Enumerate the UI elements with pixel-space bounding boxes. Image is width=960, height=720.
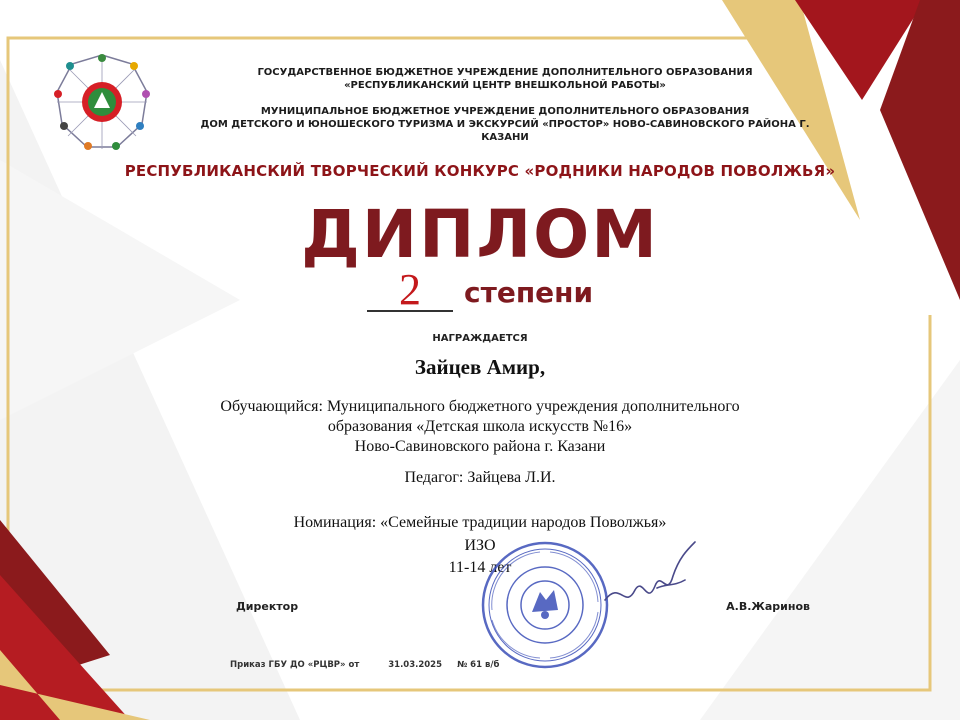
- org2-line1: МУНИЦИПАЛЬНОЕ БЮДЖЕТНОЕ УЧРЕЖДЕНИЕ ДОПОЛНИТЕЛЬНОГО ОБРАЗОВАНИЯ: [260, 106, 750, 117]
- age-line: 11-14 лет: [448, 559, 512, 576]
- degree-number: 2: [399, 265, 421, 314]
- order-line: [230, 660, 505, 670]
- director-label: Директор: [236, 600, 299, 613]
- degree-word: степени: [464, 276, 594, 309]
- student-line-3: Ново-Савиновского района г. Казани: [354, 438, 606, 455]
- awarded-label: НАГРАЖДАЕТСЯ: [432, 333, 528, 344]
- order-text: Приказ ГБУ ДО «РЦВР» от: [230, 660, 360, 670]
- nomination-line: Номинация: «Семейные традиции народов Поволжья»: [293, 514, 667, 531]
- teacher-line: Педагог: Зайцева Л.И.: [404, 469, 556, 486]
- category-line: ИЗО: [464, 537, 496, 554]
- org1-line2: «РЕСПУБЛИКАНСКИЙ ЦЕНТР ВНЕШКОЛЬНОЙ РАБОТЫ»: [344, 80, 666, 91]
- org1-line1: ГОСУДАРСТВЕННОЕ БЮДЖЕТНОЕ УЧРЕЖДЕНИЕ ДОПОЛНИТЕЛЬНОГО ОБРАЗОВАНИЯ: [257, 67, 753, 78]
- diploma-title: ДИПЛОМ: [301, 196, 659, 273]
- org2-line2: ДОМ ДЕТСКОГО И ЮНОШЕСКОГО ТУРИЗМА И ЭКСКУРСИЙ «ПРОСТОР» НОВО-САВИНОВСКОГО РАЙОНА Г. КАЗАНИ: [200, 119, 810, 143]
- signature-row: [230, 600, 810, 616]
- republican-center-logo: [52, 52, 152, 152]
- order-number: № 61 в/б: [456, 660, 500, 670]
- director-name: А.В.Жаринов: [726, 600, 810, 613]
- recipient-name: Зайцев Амир,: [414, 355, 546, 379]
- contest-title: РЕСПУБЛИКАНСКИЙ ТВОРЧЕСКИЙ КОНКУРС «РОДНИКИ НАРОДОВ ПОВОЛЖЬЯ»: [124, 162, 836, 180]
- student-line-2: образования «Детская школа искусств №16»: [327, 418, 633, 435]
- student-line-1: Обучающийся: Муниципального бюджетного учреждения дополнительного: [220, 398, 740, 415]
- order-date: 31.03.2025: [388, 660, 443, 670]
- degree-row: [360, 265, 680, 316]
